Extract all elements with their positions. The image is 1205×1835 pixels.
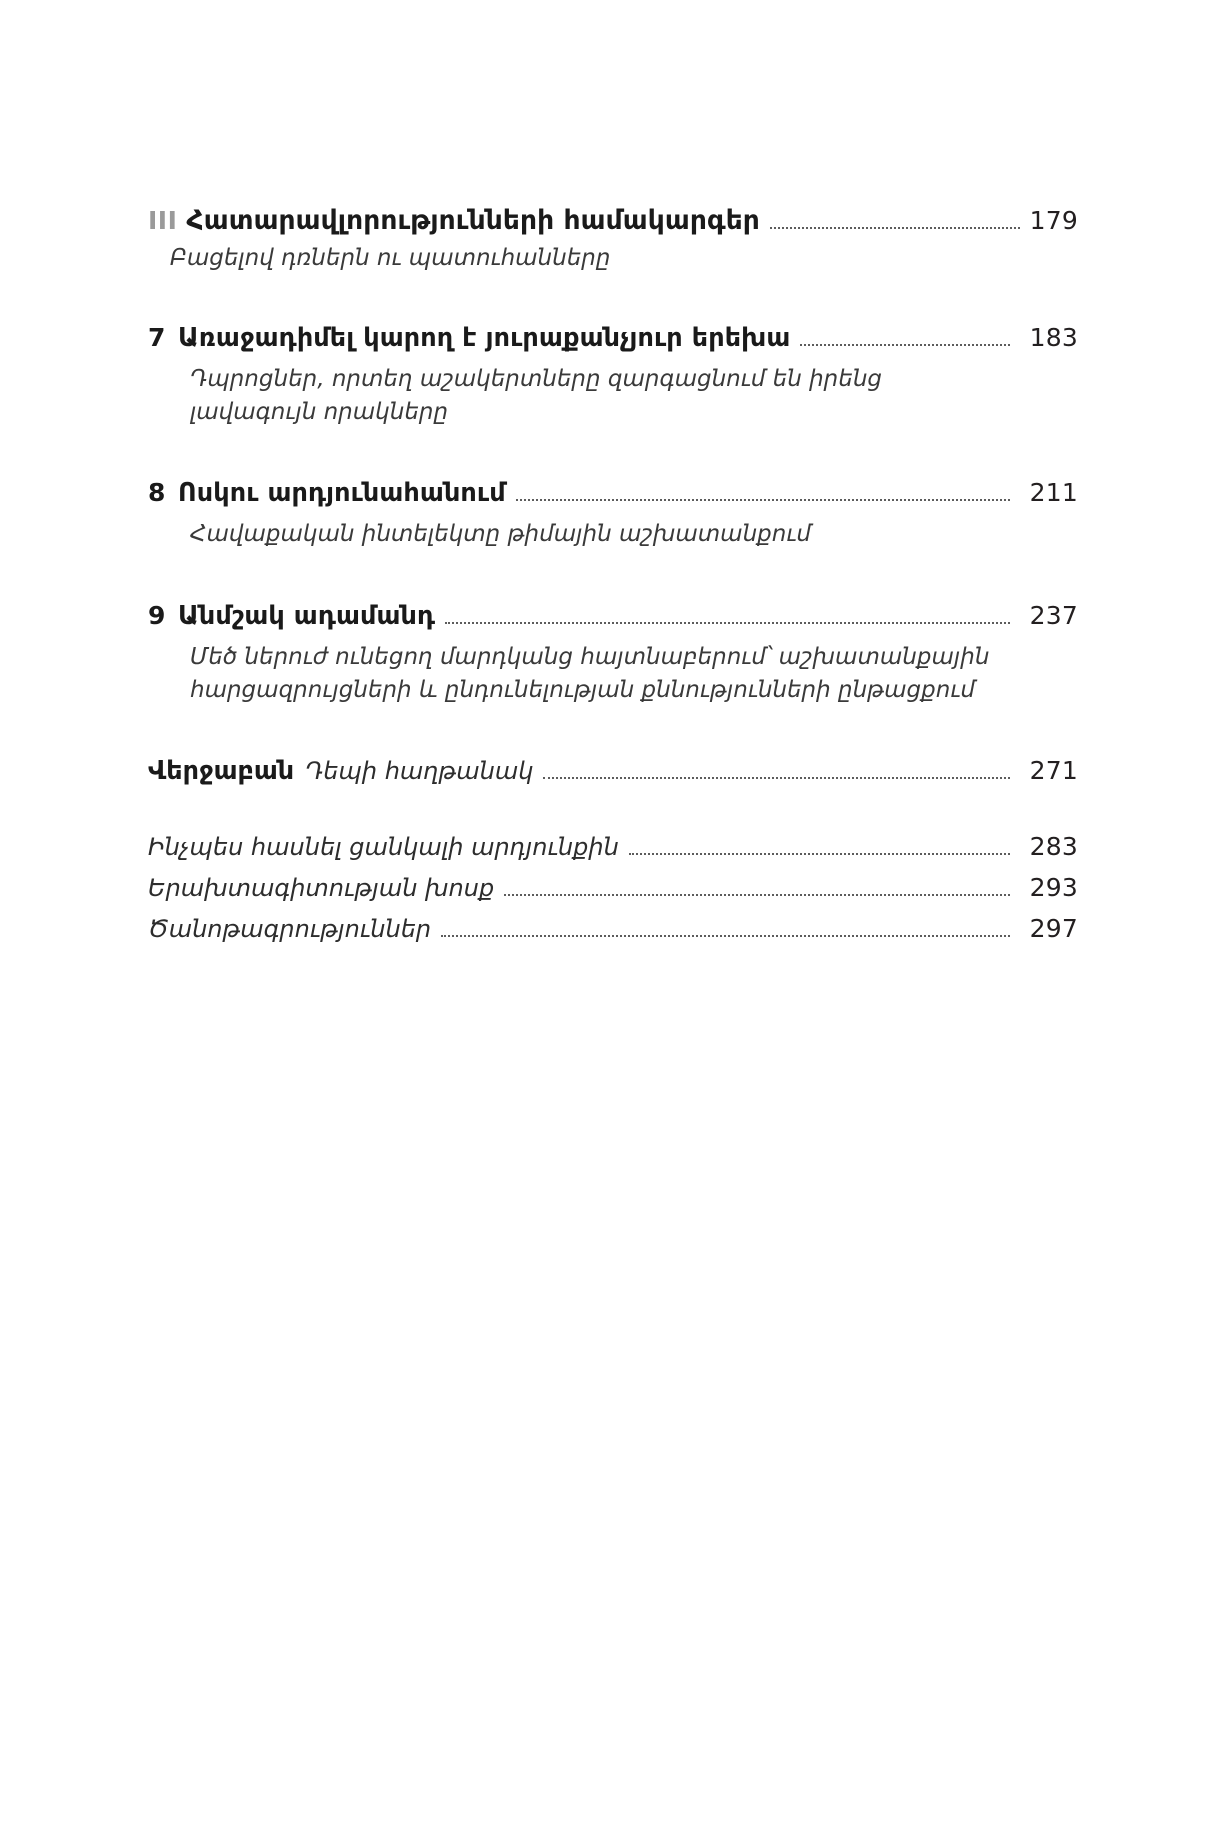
toc-chapter-row[interactable]	[148, 478, 1078, 509]
toc-chapter-list	[148, 323, 1078, 706]
toc-chapter-row[interactable]	[148, 323, 1078, 353]
toc-chapter-page: 237	[1029, 600, 1078, 630]
toc-epilogue-entry[interactable]	[148, 756, 1078, 786]
toc-chapter-entry[interactable]	[148, 323, 1078, 428]
toc-epilogue-title-wrap	[148, 756, 533, 786]
toc-backmatter-page: 283	[1029, 832, 1078, 862]
toc-backmatter-list	[148, 832, 1078, 944]
toc-chapter-number: 9	[148, 600, 166, 630]
toc-epilogue-page: 271	[1029, 756, 1078, 786]
toc-part-row[interactable]	[148, 205, 1078, 236]
toc-chapter-page: 211	[1029, 478, 1078, 508]
toc-backmatter-row[interactable]	[148, 914, 1078, 944]
toc-chapter-title: Անմշակ ադամանդ	[178, 600, 436, 631]
toc-chapter-title-wrap	[148, 478, 506, 509]
leader-dots	[800, 344, 1010, 346]
toc-epilogue-title: Վերջաբան	[148, 756, 295, 787]
toc-chapter-title-wrap	[148, 323, 791, 353]
toc-chapter-title: Ոսկու արդյունահանում	[178, 478, 506, 509]
toc-chapter-row[interactable]	[148, 600, 1078, 631]
toc-part-number: III	[148, 206, 178, 235]
toc-backmatter-title: Երախտագիտության խոսք	[148, 874, 495, 903]
toc-part-entry[interactable]	[148, 205, 1078, 271]
toc-chapter-subtitle: Հավաքական ինտելեկտը թիմային աշխատանքում	[190, 521, 811, 548]
toc-chapter-subtitle: Մեծ ներուժ ունեցող մարդկանց հայտնաբերում՝ աշխատանքային հարցազրույցների և ընդունելության քննությունների ընթացքում	[190, 643, 990, 703]
toc-part-title-wrap	[148, 205, 760, 236]
toc-chapter-subtitle: Դպրոցներ, որտեղ աշակերտները զարգացնում են իրենց լավագույն որակները	[190, 366, 883, 425]
toc-backmatter-title: Ինչպես հասնել ցանկալի արդյունքին	[148, 833, 619, 862]
toc-backmatter-row[interactable]	[148, 873, 1078, 903]
leader-dots	[504, 894, 1010, 896]
leader-dots	[543, 777, 1010, 779]
toc-backmatter-title-wrap	[148, 874, 494, 902]
toc-epilogue-subtitle: Դեպի հաղթանակ	[305, 757, 534, 786]
toc-part-page: 179	[1029, 206, 1078, 235]
toc-backmatter-row[interactable]	[148, 832, 1078, 862]
toc-part-title: Հատարավլորությունների համակարգեր	[186, 205, 760, 236]
toc-backmatter-page: 297	[1029, 914, 1078, 944]
toc-epilogue-row[interactable]	[148, 756, 1078, 786]
leader-dots	[445, 622, 1010, 624]
toc-part-subtitle: Բացելով դռներն ու պատուհանները	[170, 245, 611, 271]
table-of-contents	[148, 205, 1078, 955]
toc-chapter-title-wrap	[148, 600, 436, 631]
toc-chapter-number: 7	[148, 323, 166, 352]
toc-chapter-number: 8	[148, 478, 166, 508]
toc-backmatter-page: 293	[1029, 873, 1078, 903]
toc-backmatter-title-wrap	[148, 833, 619, 861]
leader-dots	[516, 499, 1010, 501]
toc-chapter-page: 183	[1029, 323, 1078, 352]
leader-dots	[441, 935, 1010, 937]
leader-dots	[629, 853, 1010, 855]
toc-chapter-entry[interactable]	[148, 478, 1078, 551]
toc-chapter-title: Առաջադիմել կարող է յուրաքանչյուր երեխա	[178, 323, 791, 353]
leader-dots	[770, 227, 1020, 229]
toc-backmatter-title-wrap	[148, 915, 431, 943]
toc-chapter-entry[interactable]	[148, 601, 1078, 706]
toc-backmatter-title: Ծանոթագրություններ	[148, 915, 432, 944]
